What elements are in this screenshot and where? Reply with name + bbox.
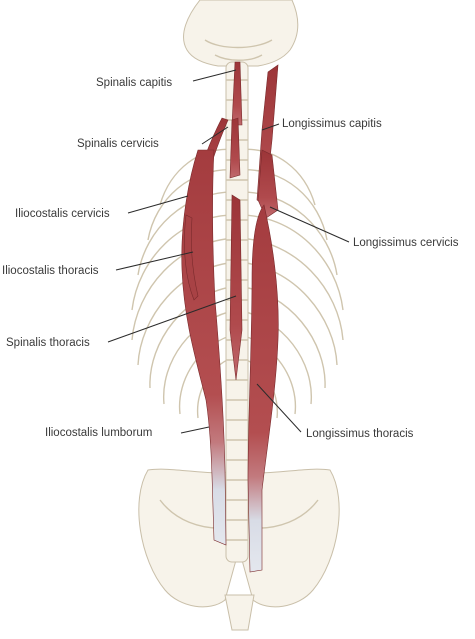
label-longissimus-capitis: Longissimus capitis bbox=[282, 118, 382, 130]
skull bbox=[184, 0, 298, 66]
label-longissimus-cervicis: Longissimus cervicis bbox=[353, 237, 459, 249]
leader-iliocostalis-lumborum bbox=[181, 427, 209, 433]
label-spinalis-capitis: Spinalis capitis bbox=[96, 77, 173, 89]
label-longissimus-thoracis: Longissimus thoracis bbox=[306, 428, 414, 440]
label-iliocostalis-thoracis: Iliocostalis thoracis bbox=[2, 265, 99, 277]
label-spinalis-thoracis: Spinalis thoracis bbox=[6, 337, 90, 349]
spinalis-cervicis-muscle bbox=[230, 118, 240, 178]
longissimus-cervicis-muscle bbox=[258, 150, 278, 218]
label-iliocostalis-cervicis: Iliocostalis cervicis bbox=[15, 208, 110, 220]
label-spinalis-cervicis: Spinalis cervicis bbox=[77, 138, 159, 150]
label-iliocostalis-lumborum: Iliocostalis lumborum bbox=[45, 427, 153, 439]
